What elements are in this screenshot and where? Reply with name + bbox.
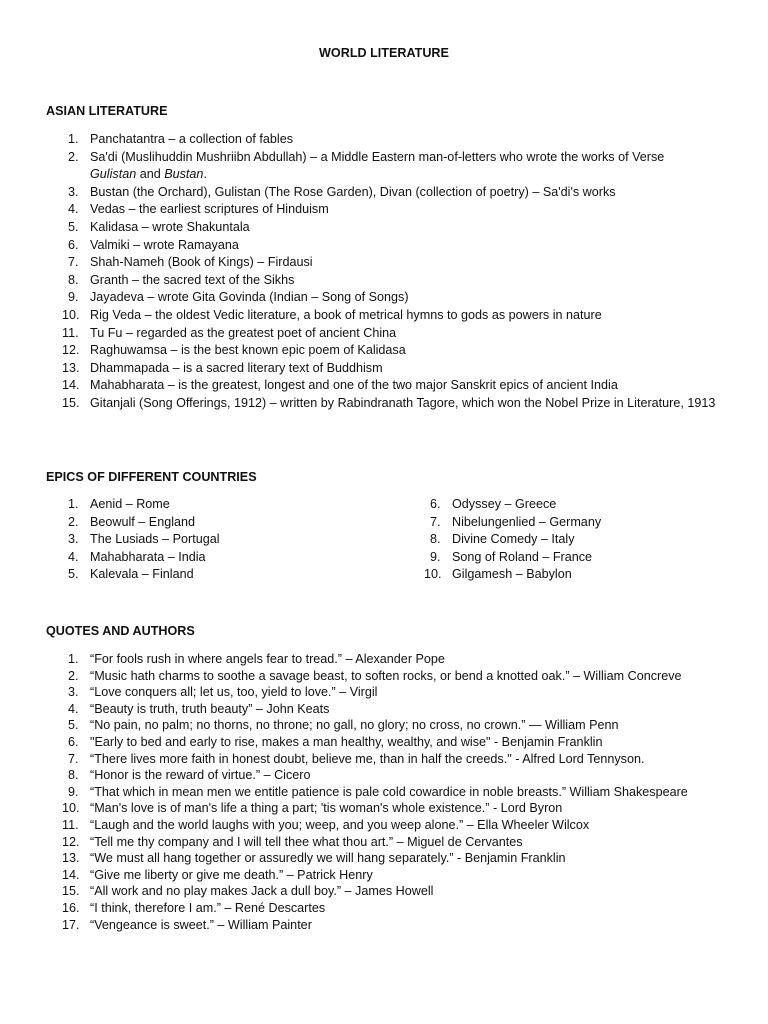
list-item: 4. Vedas – the earliest scriptures of Hinduism	[68, 202, 329, 217]
list-item: 14. “Give me liberty or give me death.” – Patrick Henry	[62, 867, 373, 882]
list-item: 8. Granth – the sacred text of the Sikhs	[68, 272, 295, 287]
list-item: 1. Panchatantra – a collection of fables	[68, 132, 294, 146]
list-item: 7. Nibelungenlied – Germany	[430, 514, 602, 529]
list-item: 6. Valmiki – wrote Ramayana	[68, 237, 239, 252]
list-item: 12. Raghuwamsa – is the best known epic poem of Kalidasa	[62, 343, 406, 358]
list-item: 16. “I think, therefore I am.” – René Descartes	[62, 900, 326, 915]
italic-title: Gulistan	[90, 167, 137, 182]
quotes-list	[46, 651, 736, 933]
list-item: 2. Sa'di (Muslihuddin Mushriibn Abdullah) – a Middle Eastern man-of-letters who wrote the works of Verse Gulistan and Bustan.	[68, 149, 665, 182]
epics-heading: EPICS OF DIFFERENT COUNTRIES	[46, 470, 257, 484]
list-item: 10. Rig Veda – the oldest Vedic literature, a book of metrical hymns to gods as powers in nature	[62, 307, 602, 322]
list-item: 9. “That which in mean men we entitle patience is pale cold cowardice in noble breasts.” William Shakespeare	[68, 784, 688, 799]
list-item: 7. “There lives more faith in honest doubt, believe me, than in half the creeds." - Alfred Lord Tennyson.	[68, 751, 645, 766]
list-item: 15. Gitanjali (Song Offerings, 1912) – written by Rabindranath Tagore, which won the Nobel Prize in Literature, 1913	[62, 395, 716, 410]
list-item: 9. Jayadeva – wrote Gita Govinda (Indian – Song of Songs)	[68, 290, 409, 305]
list-item: 2. “Music hath charms to soothe a savage beast, to soften rocks, or bend a knotted oak.” – William Concreve	[68, 668, 682, 683]
list-item: 6. "Early to bed and early to rise, makes a man healthy, wealthy, and wise" - Benjamin Franklin	[68, 734, 603, 749]
list-item: 15. “All work and no play makes Jack a dull boy.” – James Howell	[62, 884, 434, 899]
list-item: 10. “Man's love is of man's life a thing a part; 'tis woman's whole existence.” - Lord Byron	[62, 801, 563, 816]
list-item: 2. Beowulf – England	[68, 514, 196, 529]
epics-list-left	[46, 496, 406, 584]
list-item: 11. “Laugh and the world laughs with you; weep, and you weep alone.” – Ella Wheeler Wilcox	[62, 817, 590, 832]
list-item: 3. Bustan (the Orchard), Gulistan (The Rose Garden), Divan (collection of poetry) – Sa'di's works	[68, 184, 616, 199]
list-item: 13. “We must all hang together or assuredly we will hang separately.” - Benjamin Franklin	[62, 851, 566, 866]
list-item: 6. Odyssey – Greece	[430, 497, 557, 511]
list-item: 5. “No pain, no palm; no thorns, no throne; no gall, no glory; no cross, no crown.” — William Penn	[68, 718, 619, 733]
list-item: 3. The Lusiads – Portugal	[68, 532, 220, 547]
list-item: 1. Aenid – Rome	[68, 497, 170, 511]
list-item: 8. “Honor is the reward of virtue.” – Cicero	[68, 768, 311, 783]
list-item: 1. “For fools rush in where angels fear to tread.” – Alexander Pope	[68, 652, 445, 666]
list-item: 9. Song of Roland – France	[430, 549, 593, 564]
list-item: 17. “Vengeance is sweet.” – William Painter	[62, 917, 312, 932]
list-item: 8. Divine Comedy – Italy	[430, 532, 575, 547]
italic-title: Bustan	[164, 167, 204, 182]
epics-list-right	[408, 496, 728, 584]
asian-literature-heading: ASIAN LITERATURE	[46, 104, 168, 118]
asian-literature-list	[46, 131, 736, 413]
list-item: 12. “Tell me thy company and I will tell thee what thou art.” – Miguel de Cervantes	[62, 834, 523, 849]
list-item: 5. Kalevala – Finland	[68, 567, 194, 582]
quotes-heading: QUOTES AND AUTHORS	[46, 624, 195, 638]
list-item: 4. Mahabharata – India	[68, 549, 206, 564]
list-item: 4. “Beauty is truth, truth beauty” – John Keats	[68, 701, 330, 716]
list-item: 13. Dhammapada – is a sacred literary text of Buddhism	[62, 360, 383, 375]
list-item: 7. Shah-Nameh (Book of Kings) – Firdausi	[68, 255, 313, 270]
document-title: WORLD LITERATURE	[319, 46, 449, 60]
list-item: 14. Mahabharata – is the greatest, longest and one of the two major Sanskrit epics of ancient India	[62, 378, 618, 393]
list-item: 3. “Love conquers all; let us, too, yield to love.” – Virgil	[68, 685, 378, 700]
list-item: 5. Kalidasa – wrote Shakuntala	[68, 219, 250, 234]
list-item: 10. Gilgamesh – Babylon	[424, 567, 572, 582]
list-item: 11. Tu Fu – regarded as the greatest poet of ancient China	[62, 325, 397, 340]
